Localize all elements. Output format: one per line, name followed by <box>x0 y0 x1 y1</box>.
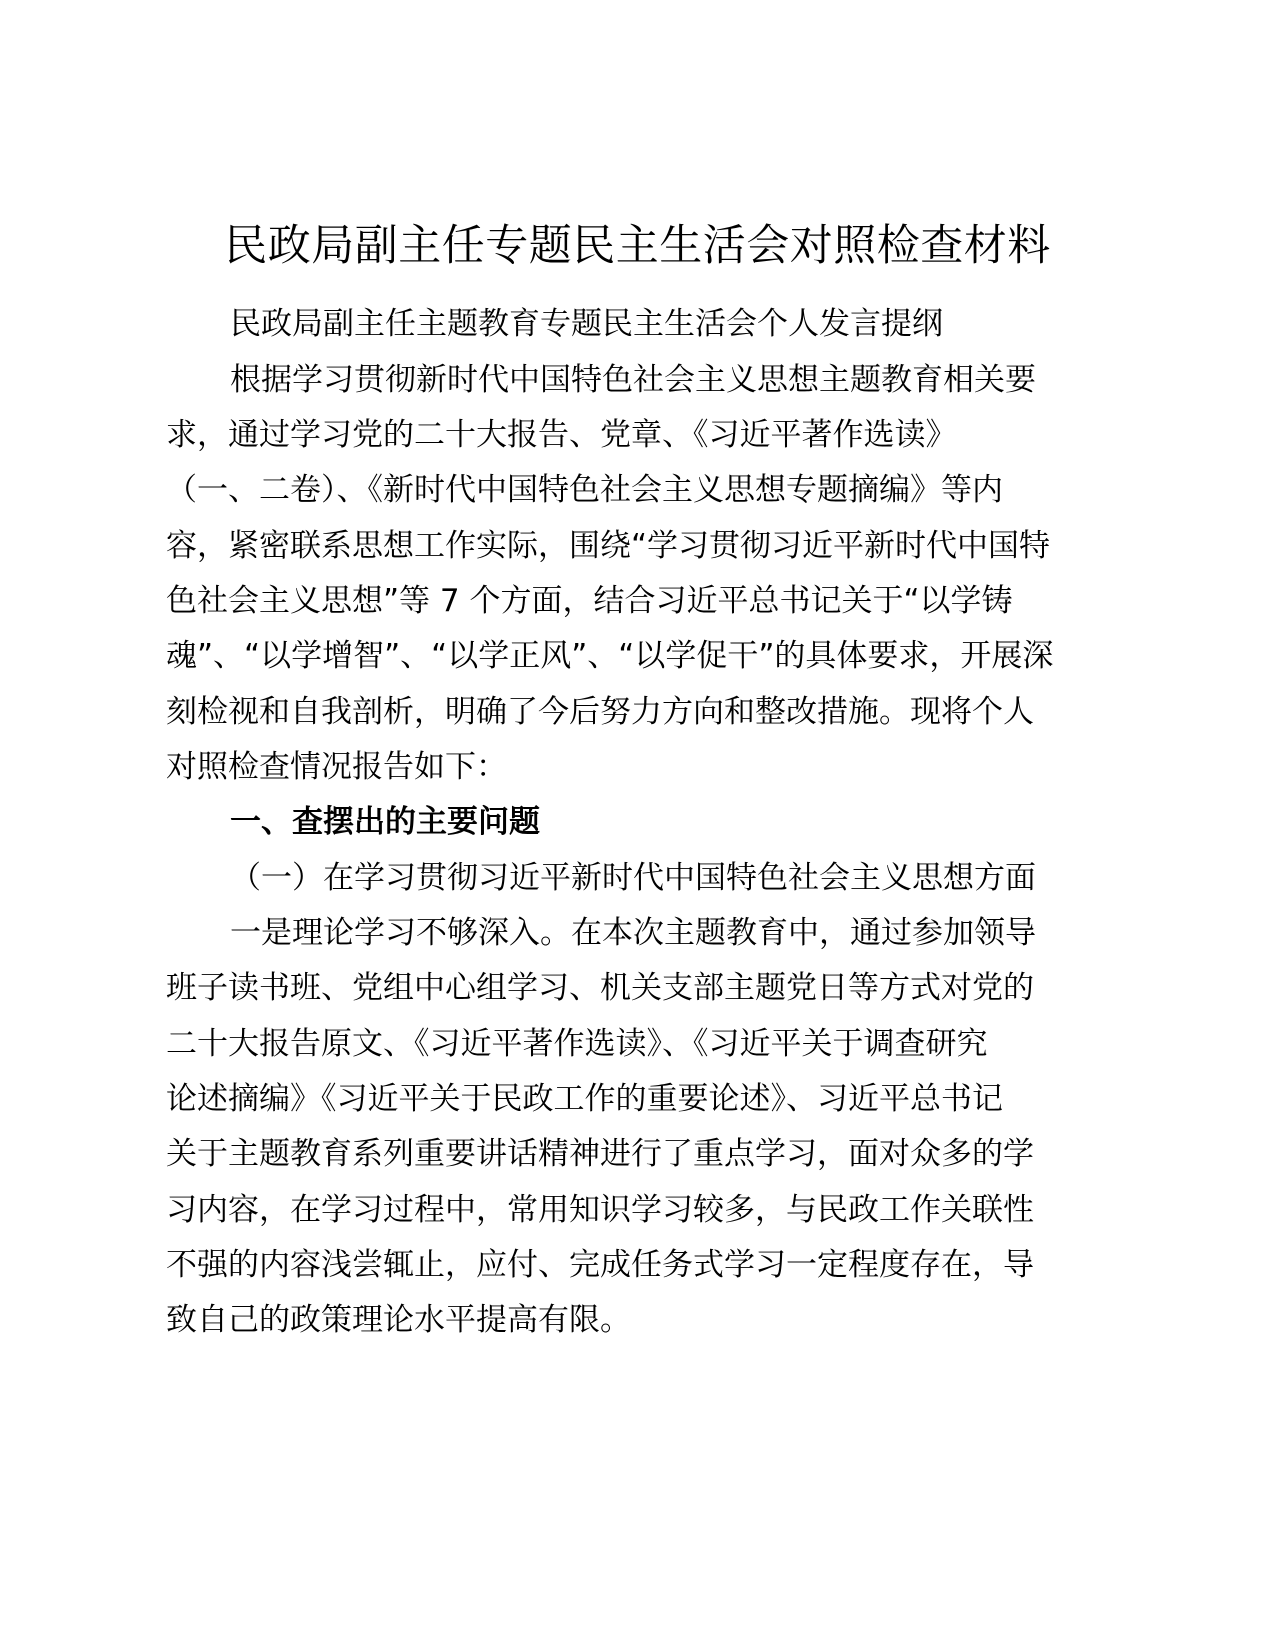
subsection-heading: （一）在学习贯彻习近平新时代中国特色社会主义思想方面 <box>230 860 1036 896</box>
document-title: 民政局副主任专题民主生活会对照检查材料 <box>224 221 1051 271</box>
body-line: 魂”、“以学增智”、“以学正风”、“以学促干”的具体要求，开展深 <box>166 638 1054 674</box>
body-line: （一、二卷）、《新时代中国特色社会主义思想专题摘编》等内 <box>166 472 1003 508</box>
body-line: 色社会主义思想”等 7 个方面，结合习近平总书记关于“以学铸 <box>166 583 1013 619</box>
body-line: 容，紧密联系思想工作实际，围绕“学习贯彻习近平新时代中国特 <box>166 528 1051 564</box>
body-line: 习内容，在学习过程中，常用知识学习较多，与民政工作关联性 <box>166 1192 1034 1228</box>
body-line: 对照检查情况报告如下： <box>166 749 507 785</box>
body-line: 论述摘编》《习近平关于民政工作的重要论述》、习近平总书记 <box>166 1081 1003 1117</box>
body-line: 一是理论学习不够深入。在本次主题教育中，通过参加领导 <box>230 915 1036 951</box>
body-line: 根据学习贯彻新时代中国特色社会主义思想主题教育相关要 <box>230 362 1036 398</box>
body-line: 关于主题教育系列重要讲话精神进行了重点学习，面对众多的学 <box>166 1136 1034 1172</box>
subtitle-line: 民政局副主任主题教育专题民主生活会个人发言提纲 <box>230 306 943 342</box>
section-heading: 一、查摆出的主要问题 <box>230 804 540 840</box>
body-line: 求，通过学习党的二十大报告、党章、《习近平著作选读》 <box>166 417 957 453</box>
body-line: 致自己的政策理论水平提高有限。 <box>166 1302 631 1338</box>
body-line: 班子读书班、党组中心组学习、机关支部主题党日等方式对党的 <box>166 970 1034 1006</box>
body-line: 二十大报告原文、《习近平著作选读》、《习近平关于调查研究 <box>166 1026 988 1062</box>
body-line: 不强的内容浅尝辄止，应付、完成任务式学习一定程度存在，导 <box>166 1247 1034 1283</box>
body-line: 刻检视和自我剖析，明确了今后努力方向和整改措施。现将个人 <box>166 694 1034 730</box>
